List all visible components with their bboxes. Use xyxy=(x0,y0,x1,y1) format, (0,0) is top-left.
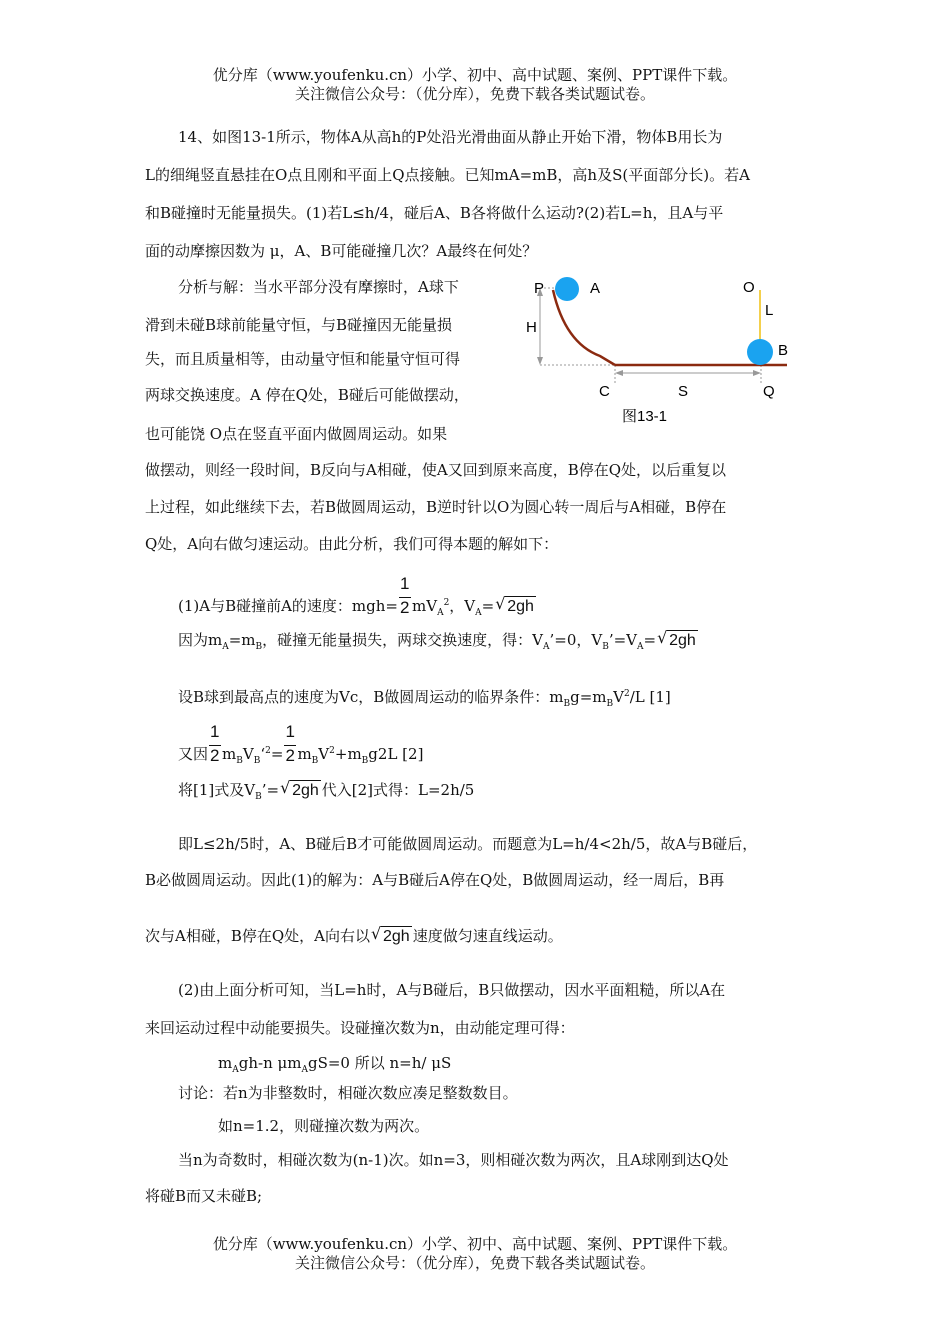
problem-line-2: L的细绳竖直悬挂在O点且刚和平面上Q点接触。已知mA=mB，高h及S(平面部分长)。若A xyxy=(145,166,750,184)
conclusion-line-3: 次与A相碰，B停在Q处，A向右以 √ 2gh 速度做匀速直线运动。 xyxy=(145,924,563,945)
conclusion-line-1: 即L≤2h/5时，A、B碰后B才可能做圆周运动。而题意为L=h/4<2h/5，故A与B碰后， xyxy=(178,835,758,853)
solution-line-1: (1)A与B碰撞前A的速度：mgh= $\frac{1}{2}$ $mV_A^2$，$V_A=$ √ 2gh xyxy=(178,574,534,618)
label-b: B xyxy=(778,342,789,359)
analysis-line-6: 做摆动，则经一段时间，B反向与A相碰，使A又回到原来高度，B停在Q处，以后重复以 xyxy=(145,461,727,479)
analysis-line-3: 失，而且质量相等，由动量守恒和能量守恒可得 xyxy=(145,350,461,368)
figure-13-1 xyxy=(515,268,795,433)
ball-a xyxy=(555,277,579,301)
discussion-line-3: 当n为奇数时，相碰次数为(n-1)次。如n=3，则相碰次数为两次，且A球刚到达Q处 xyxy=(178,1151,729,1169)
discussion-line-1: 讨论：若n为非整数时，相碰次数应凑足整数数目。 xyxy=(178,1084,518,1102)
s-arrow-right xyxy=(753,370,761,376)
ball-b xyxy=(747,339,773,365)
analysis-line-4: 两球交换速度。A 停在Q处，B碰后可能做摆动， xyxy=(145,386,469,404)
problem-line-1: 14、如图13-1所示，物体A从高h的P处沿光滑曲面从静止开始下滑，物体B用长为 xyxy=(178,128,723,146)
part2-line-2: 来回运动过程中动能要损失。设碰撞次数为n，由动能定理可得： xyxy=(145,1019,575,1037)
analysis-line-8: Q处，A向右做匀速运动。由此分析，我们可得本题的解如下： xyxy=(145,535,559,553)
label-o: O xyxy=(743,279,755,296)
sqrt-2gh: √ 2gh xyxy=(495,594,534,615)
label-l: L xyxy=(765,302,774,319)
fraction-half: $\frac{1}{2}$ xyxy=(400,574,410,617)
analysis-line-7: 上过程，如此继续下去，若B做圆周运动，B逆时针以O为圆心转一周后与A相碰，B停在 xyxy=(145,498,727,516)
label-p: P xyxy=(534,280,545,297)
fraction-half: $\frac{1}{2}$ xyxy=(210,722,220,765)
solution-line-5: 将[1]式及$V_B’=$ √ 2gh 代入[2]式得：L=2h/5 xyxy=(178,778,475,802)
sqrt-2gh: √ 2gh xyxy=(280,778,319,799)
problem-line-3: 和B碰撞时无能量损失。(1)若L≤h/4，碰后A、B各将做什么运动?(2)若L=h，且A与平 xyxy=(145,204,724,222)
fraction-half: $\frac{1}{2}$ xyxy=(285,722,295,765)
sqrt-2gh: √ 2gh xyxy=(371,924,410,945)
figure-caption: 图13-1 xyxy=(622,408,668,425)
solution-line-2: 因为$m_A=m_B$，碰撞无能量损失，两球交换速度，得：$V_A’=0$，$V_B’=V_A=$ √ 2gh xyxy=(178,628,696,652)
part2-line-1: (2)由上面分析可知，当L=h时，A与B碰后，B只做摆动，因水平面粗糙，所以A在 xyxy=(178,981,726,999)
label-q: Q xyxy=(763,383,775,400)
s-arrow-left xyxy=(615,370,623,376)
header-line-1: 优分库（www.youfenku.cn）小学、初中、高中试题、案例、PPT课件下载。 xyxy=(212,66,738,84)
smooth-curve xyxy=(553,290,615,365)
analysis-line-1: 分析与解：当水平部分没有摩擦时，A球下 xyxy=(178,278,459,296)
footer-line-1: 优分库（www.youfenku.cn）小学、初中、高中试题、案例、PPT课件下载。 xyxy=(212,1235,738,1253)
problem-line-4: 面的动摩擦因数为 μ，A、B可能碰撞几次？A最终在何处？ xyxy=(145,242,538,260)
solution-line-4: 又因 $\frac{1}{2}$ $m_BV_B‘^2=$ $\frac{1}{2}$ $m_BV^2+m_Bg2L$ [2] xyxy=(178,722,424,766)
h-arrow-down xyxy=(537,357,543,365)
label-a: A xyxy=(590,280,601,297)
discussion-line-2: 如n=1.2，则碰撞次数为两次。 xyxy=(218,1117,430,1135)
part2-equation: $m_Agh-n$ $\mu m_AgS=0$ 所以 n=h/ μS xyxy=(218,1054,452,1075)
header-line-2: 关注微信公众号：（优分库），免费下载各类试题试卷。 xyxy=(294,85,655,103)
analysis-line-2: 滑到未碰B球前能量守恒，与B碰撞因无能量损 xyxy=(145,316,453,334)
analysis-line-5: 也可能饶 O点在竖直平面内做圆周运动。如果 xyxy=(145,425,448,443)
conclusion-line-2: B必做圆周运动。因此(1)的解为：A与B碰后A停在Q处，B做圆周运动，经一周后，B再 xyxy=(145,871,725,889)
sqrt-2gh: √ 2gh xyxy=(657,628,696,649)
label-s: S xyxy=(678,383,689,400)
label-c: C xyxy=(599,383,610,400)
label-h: H xyxy=(526,319,537,336)
footer-line-2: 关注微信公众号：（优分库），免费下载各类试题试卷。 xyxy=(294,1254,655,1272)
solution-line-3: 设B球到最高点的速度为Vc，B做圆周运动的临界条件：$m_Bg=m_BV^2/L$ [1] xyxy=(178,688,671,709)
discussion-line-4: 将碰B而又未碰B; xyxy=(145,1187,263,1205)
